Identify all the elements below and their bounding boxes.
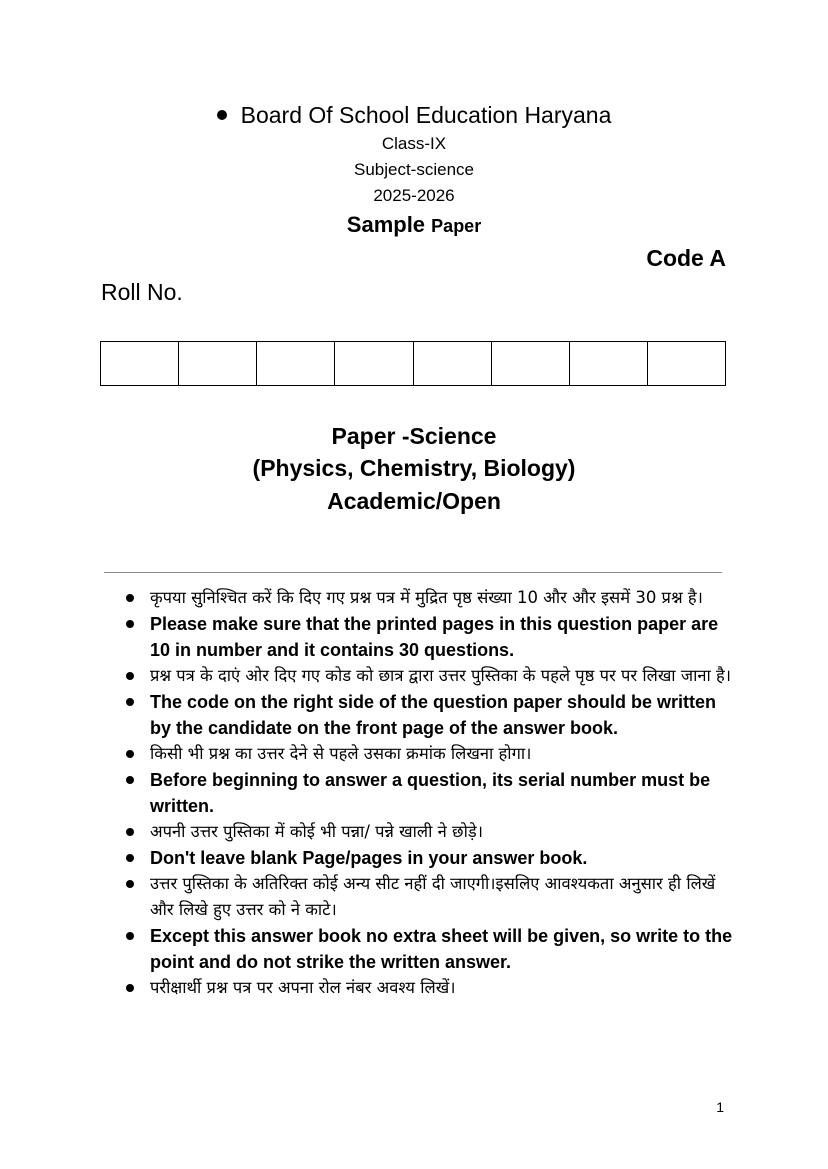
instruction-item: Before beginning to answer a question, its serial number must be written.	[125, 767, 735, 819]
roll-number-box[interactable]	[257, 342, 335, 385]
roll-number-box[interactable]	[492, 342, 570, 385]
roll-number-box[interactable]	[648, 342, 725, 385]
subject-label: Subject-science	[353, 160, 474, 179]
roll-number-box[interactable]	[414, 342, 492, 385]
roll-number-box[interactable]	[179, 342, 257, 385]
instruction-item: Don't leave blank Page/pages in your answer book.	[125, 845, 735, 871]
roll-number-box[interactable]	[335, 342, 413, 385]
roll-number-box[interactable]	[101, 342, 179, 385]
sample-word: Sample	[346, 212, 426, 237]
instruction-item: अपनी उत्तर पुस्तिका में कोई भी पन्ना/ पन्ने खाली ने छोड़े।	[125, 819, 735, 845]
paper-subjects: (Physics, Chemistry, Biology)	[252, 455, 576, 481]
instruction-item: कृपया सुनिश्चित करें कि दिए गए प्रश्न पत्र में मुद्रित पृष्ठ संख्या 10 और और इसमें 30 प्रश्न है।	[125, 585, 735, 611]
paper-word: Paper	[431, 216, 482, 236]
instruction-item: Except this answer book no extra sheet will be given, so write to the point and do not strike the written answer.	[125, 923, 735, 975]
class-label: Class-IX	[381, 134, 447, 153]
roll-number-box[interactable]	[570, 342, 648, 385]
session-label: 2025-2026	[373, 186, 455, 205]
bullet-icon	[217, 110, 227, 120]
instructions-list	[125, 585, 735, 1001]
page-number: 1	[716, 1099, 724, 1115]
instruction-item: किसी भी प्रश्न का उत्तर देने से पहले उसका क्रमांक लिखना होगा।	[125, 741, 735, 767]
instruction-item: परीक्षार्थी प्रश्न पत्र पर अपना रोल नंबर अवश्य लिखें।	[125, 975, 735, 1001]
instruction-item: उत्तर पुस्तिका के अतिरिक्त कोई अन्य सीट नहीं दी जाएगी।इसलिए आवश्यकता अनुसार ही लिखें और लिखे हुए उत्तर को ने काटे।	[125, 871, 735, 923]
instruction-item: प्रश्न पत्र के दाएं ओर दिए गए कोड को छात्र द्वारा उत्तर पुस्तिका के पहले पृष्ठ पर पर लिखा जाना है।	[125, 663, 735, 689]
board-heading	[0, 100, 828, 130]
instruction-item: The code on the right side of the question paper should be written by the candidate on the front page of the answer book.	[125, 689, 735, 741]
paper-title: Paper -Science	[331, 423, 497, 449]
instruction-item: Please make sure that the printed pages in this question paper are 10 in number and it contains 30 questions.	[125, 611, 735, 663]
sample-paper-heading	[0, 211, 828, 240]
roll-number-label: Roll No.	[101, 279, 183, 305]
divider	[104, 572, 722, 573]
board-name: Board Of School Education Haryana	[240, 102, 612, 128]
paper-type: Academic/Open	[327, 488, 501, 514]
paper-code: Code A	[646, 245, 726, 271]
roll-number-boxes	[100, 341, 726, 386]
